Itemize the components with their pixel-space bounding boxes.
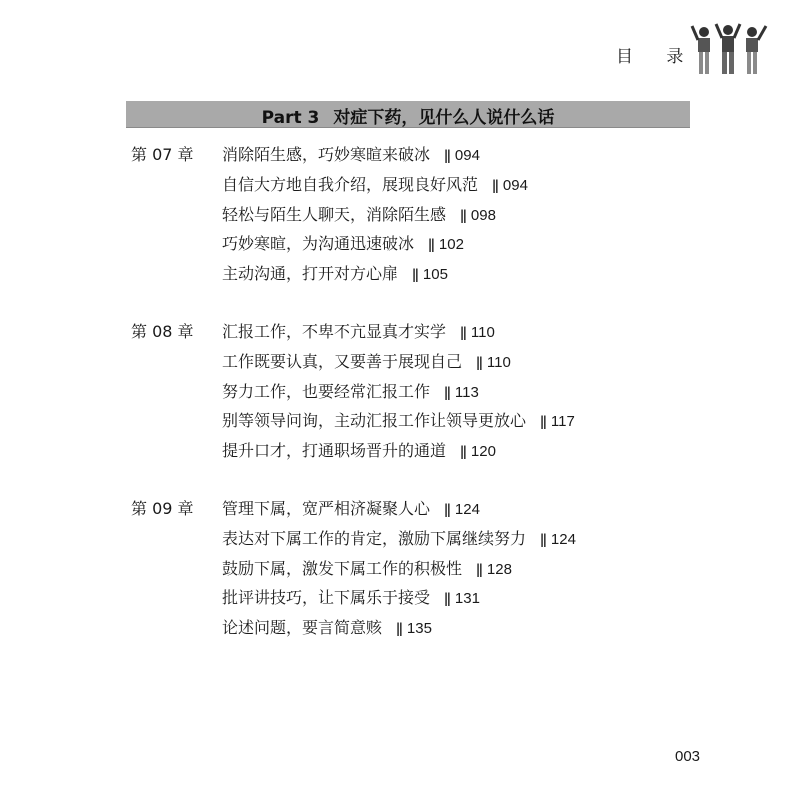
chapter-number: 第 09 章 [131, 499, 194, 518]
section-title: 轻松与陌生人聊天，消除陌生感 [222, 205, 447, 224]
chapter-page: 110 [470, 324, 495, 341]
section-entry[interactable] [222, 556, 512, 579]
section-page: 105 [422, 266, 448, 283]
people-illustration-icon [690, 20, 770, 80]
page-separator: ǁ [460, 444, 467, 460]
section-title: 工作既要认真，又要善于展现自己 [222, 352, 463, 371]
page-number: 003 [675, 748, 701, 765]
toc-label: 目 录 [616, 47, 698, 67]
page-separator: ǁ [540, 414, 547, 430]
page-separator: ǁ [476, 355, 483, 371]
section-title: 论述问题，要言简意赅 [222, 618, 383, 637]
page-separator: ǁ [460, 325, 467, 341]
section-entry[interactable] [222, 526, 576, 549]
page-separator: ǁ [540, 532, 547, 548]
section-page: 094 [502, 177, 528, 194]
chapter-number: 第 07 章 [131, 145, 194, 164]
section-entry[interactable] [222, 172, 528, 195]
page-separator: ǁ [460, 208, 467, 224]
section-entry[interactable] [222, 408, 575, 431]
section-title: 表达对下属工作的肯定，激励下属继续努力 [222, 529, 527, 548]
section-page: 135 [406, 620, 432, 637]
section-title: 主动沟通，打开对方心扉 [222, 264, 399, 283]
chapter-title-entry[interactable] [222, 319, 495, 342]
chapter-title: 汇报工作，不卑不亢显真才实学 [222, 322, 447, 341]
chapter-page: 124 [454, 501, 480, 518]
section-entry[interactable] [222, 585, 480, 608]
page-separator: ǁ [492, 178, 499, 194]
section-page: 131 [454, 590, 480, 607]
page-header [0, 0, 800, 100]
section-entry[interactable] [222, 615, 432, 638]
section-page: 124 [550, 531, 576, 548]
section-page: 120 [470, 443, 496, 460]
page-separator: ǁ [444, 591, 451, 607]
part-number: Part 3 [261, 108, 320, 128]
section-page: 128 [486, 561, 512, 578]
page-separator: ǁ [412, 267, 419, 283]
section-entry[interactable] [222, 379, 479, 402]
section-entry[interactable] [222, 349, 511, 372]
chapter-title: 管理下属，宽严相济凝聚人心 [222, 499, 431, 518]
page-separator: ǁ [444, 148, 451, 164]
chapter-title-entry[interactable] [222, 142, 480, 165]
page-separator: ǁ [444, 385, 451, 401]
chapter-number: 第 08 章 [131, 322, 194, 341]
section-page: 102 [438, 236, 464, 253]
section-title: 鼓励下属，激发下属工作的积极性 [222, 559, 463, 578]
section-page: 113 [454, 384, 479, 401]
section-title: 自信大方地自我介绍，展现良好风范 [222, 175, 479, 194]
section-page: 110 [486, 354, 511, 371]
part-heading [126, 103, 690, 128]
page-separator: ǁ [444, 502, 451, 518]
section-title: 努力工作，也要经常汇报工作 [222, 382, 431, 401]
section-page: 117 [550, 413, 575, 430]
page-separator: ǁ [396, 621, 403, 637]
section-title: 巧妙寒暄，为沟通迅速破冰 [222, 234, 415, 253]
section-page: 098 [470, 207, 496, 224]
chapter-page: 094 [454, 147, 480, 164]
page-separator: ǁ [428, 237, 435, 253]
part-heading-bar [126, 101, 690, 128]
section-entry[interactable] [222, 438, 496, 461]
section-entry[interactable] [222, 261, 448, 284]
section-entry[interactable] [222, 202, 496, 225]
chapter-title: 消除陌生感，巧妙寒暄来破冰 [222, 145, 431, 164]
section-title: 批评讲技巧，让下属乐于接受 [222, 588, 431, 607]
chapter-title-entry[interactable] [222, 496, 480, 519]
part-title: 对症下药，见什么人说什么话 [333, 108, 555, 128]
section-title: 别等领导问询，主动汇报工作让领导更放心 [222, 411, 527, 430]
section-title: 提升口才，打通职场晋升的通道 [222, 441, 447, 460]
section-entry[interactable] [222, 231, 464, 254]
page-separator: ǁ [476, 562, 483, 578]
